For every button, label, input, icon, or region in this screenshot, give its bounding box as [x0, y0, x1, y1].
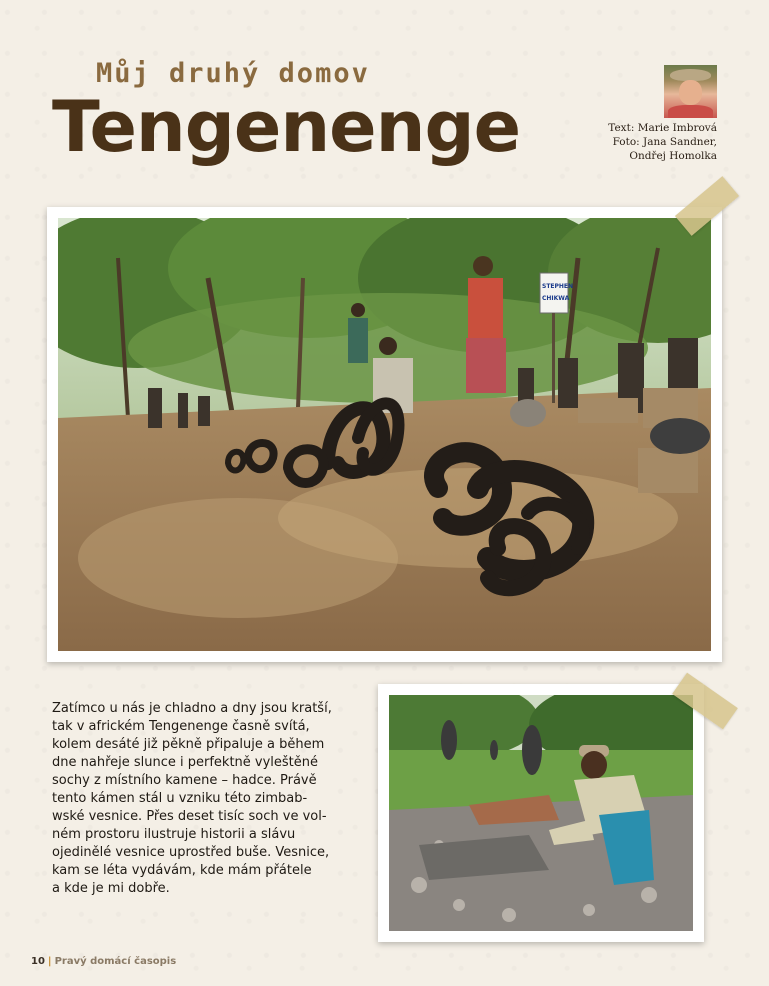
body-line: kolem desáté již pěkně připaluje a během [52, 737, 325, 752]
page-footer [31, 956, 176, 967]
magazine-name: Pravý domácí časopis [54, 956, 177, 967]
body-line: kam se léta vydávám, kde mám přátele [52, 863, 312, 878]
credit-text: Text: Marie Imbrová [608, 122, 717, 134]
article-title: Tengenenge [52, 86, 521, 168]
body-line: wské vesnice. Přes deset tisíc soch ve vol- [52, 809, 327, 824]
credit-photo-1: Foto: Jana Sandner, [612, 136, 717, 148]
sign-line-2: CHIKWA [542, 295, 570, 302]
secondary-photo [389, 695, 693, 931]
body-line: ném prostoru ilustruje historii a slávu [52, 827, 296, 842]
body-line: tak v africkém Tengenenge časně svítá, [52, 719, 310, 734]
body-line: tento kámen stál u vzniku této zimbab- [52, 791, 308, 806]
author-photo [664, 65, 717, 118]
sign-line-1: STEPHEN [542, 283, 574, 290]
page-number: 10 [31, 956, 45, 967]
secondary-photo-frame [378, 684, 704, 942]
body-line: a kde je mi dobře. [52, 881, 170, 896]
article-body [52, 700, 356, 898]
main-photo-frame [47, 207, 722, 662]
main-photo [58, 218, 711, 651]
body-line: sochy z místního kamene – hadce. Právě [52, 773, 317, 788]
body-line: Zatímco u nás je chladno a dny jsou kratší, [52, 701, 332, 716]
body-line: ojedinělé vesnice uprostřed buše. Vesnice, [52, 845, 330, 860]
footer-separator: | [47, 956, 52, 967]
article-subtitle: Můj druhý domov [96, 58, 370, 89]
credit-photo-2: Ondřej Homolka [629, 150, 717, 162]
body-line: dne nahřeje slunce i perfektně vyleštěné [52, 755, 319, 770]
credits [608, 121, 717, 163]
